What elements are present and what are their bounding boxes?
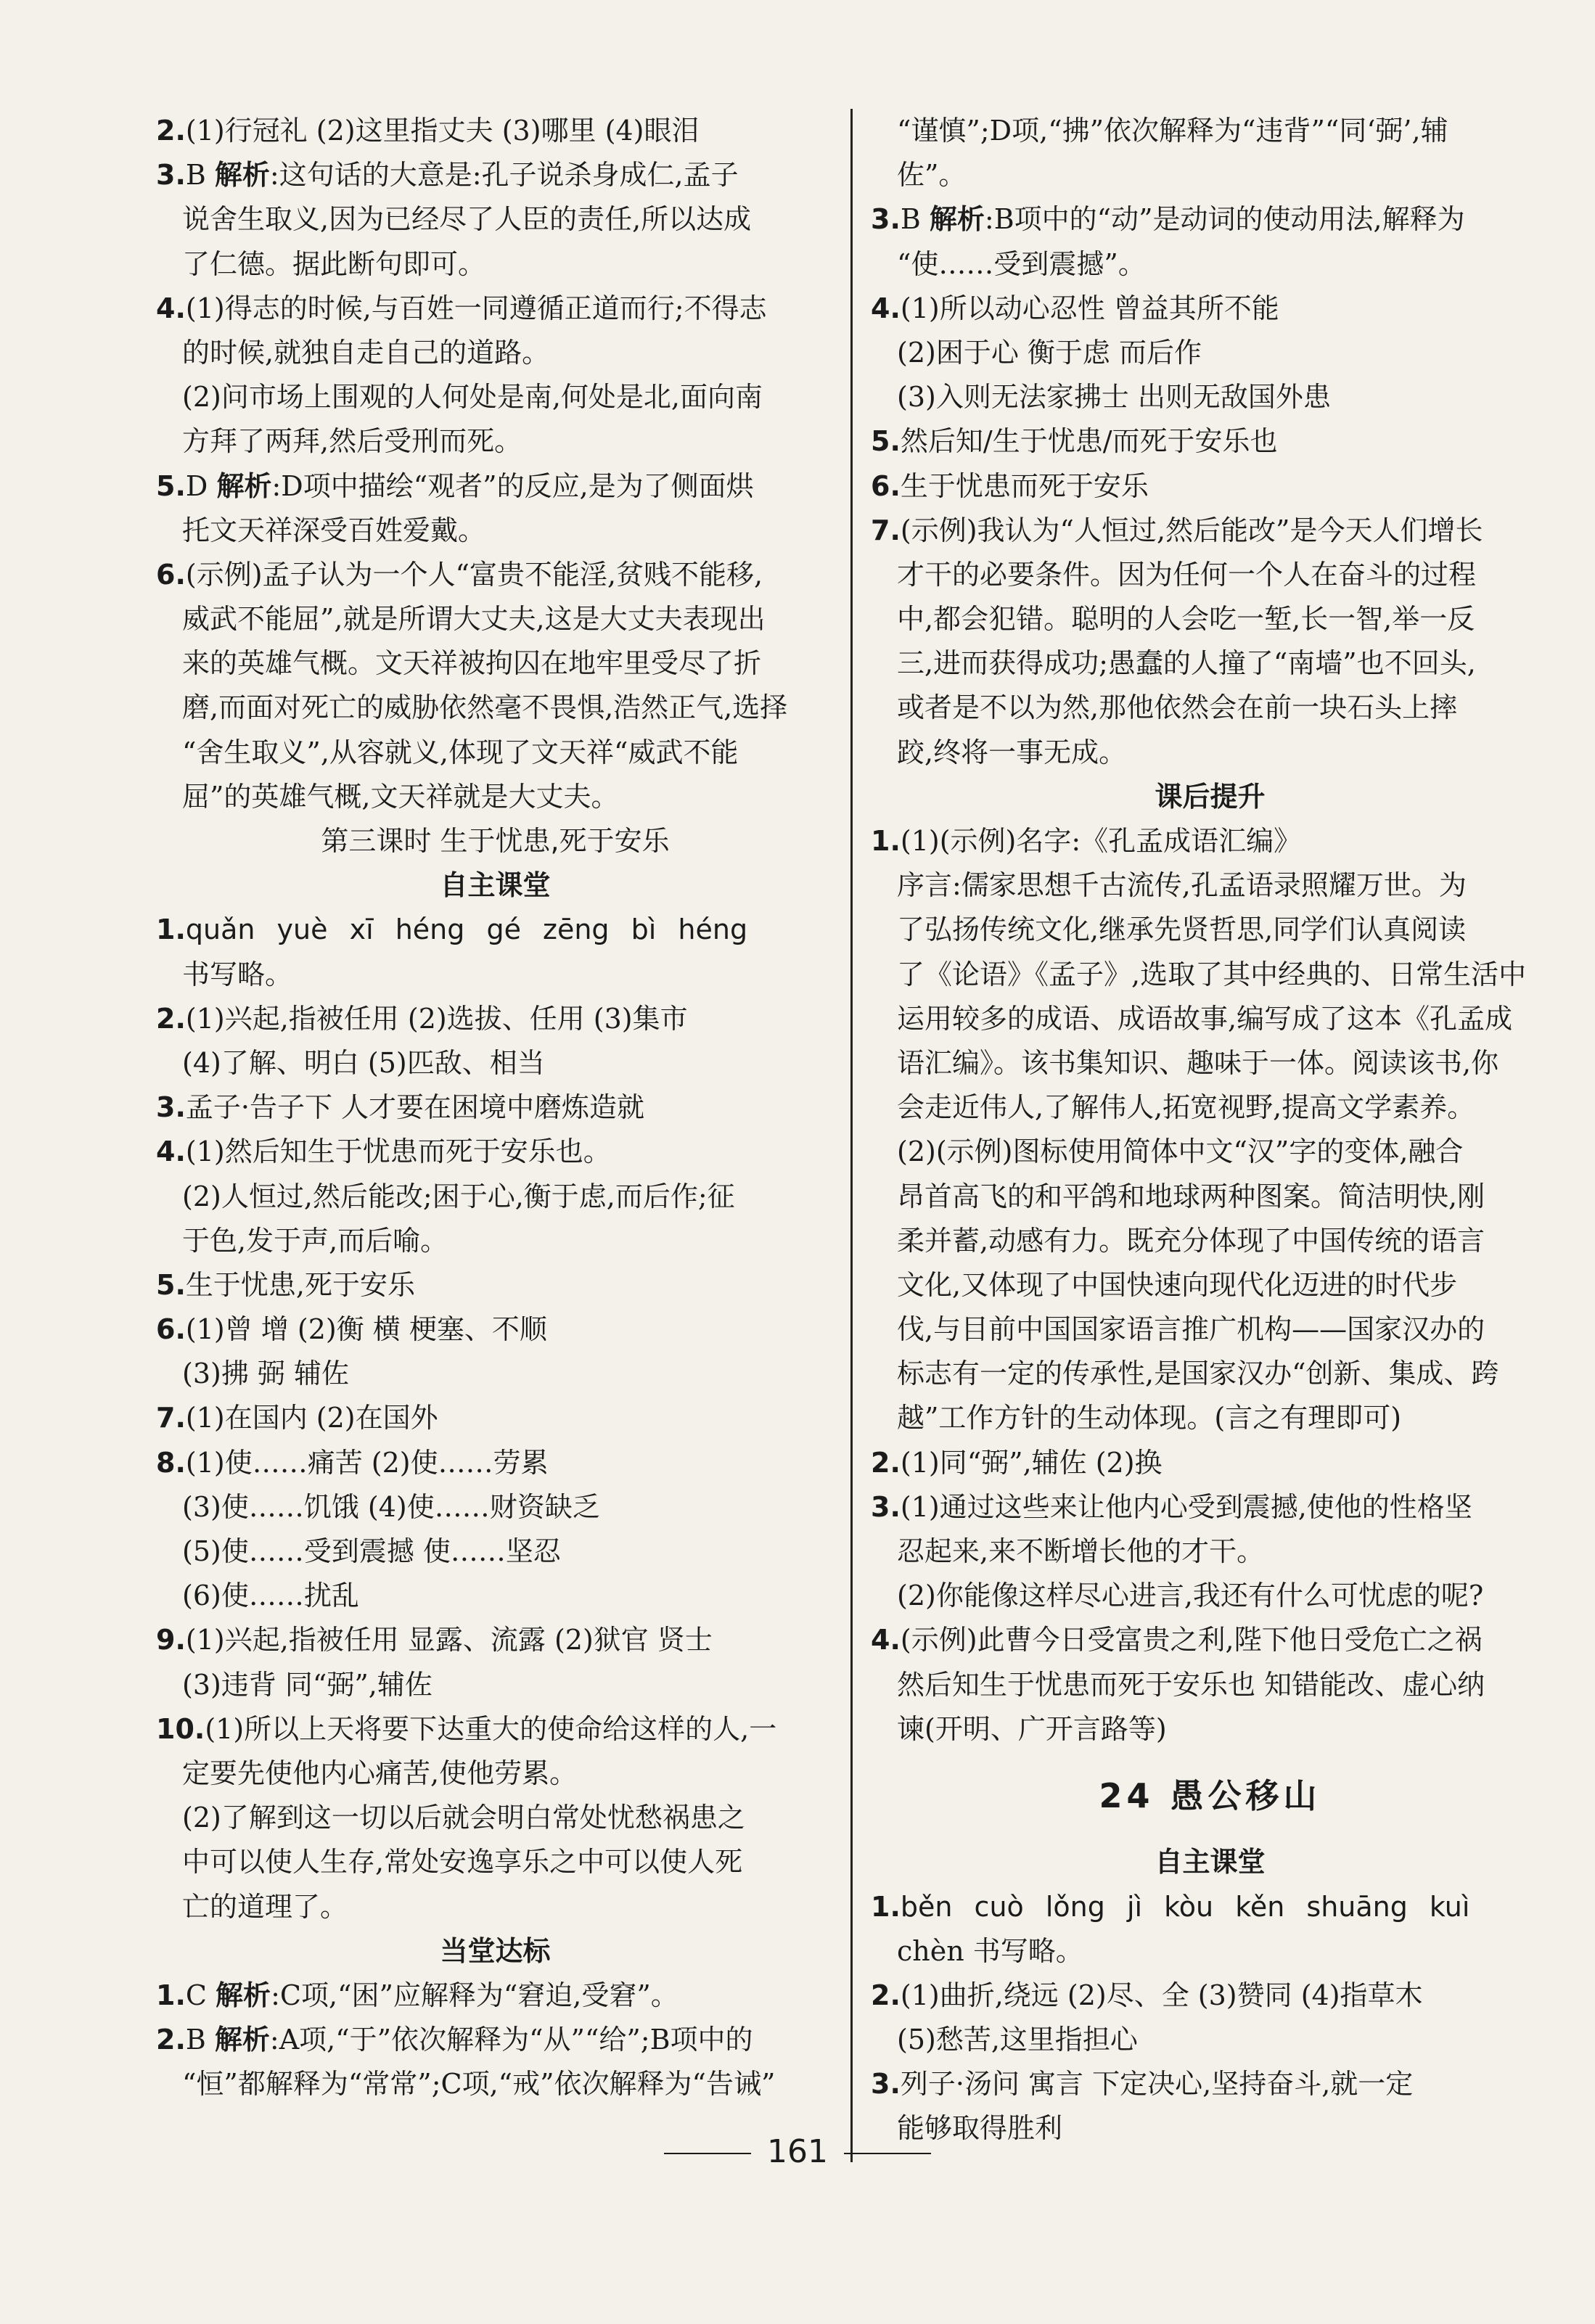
answer-text: (3)违背 同“弼”,辅佐 (182, 1668, 432, 1701)
answer-text: “恒”都解释为“常常”;C项,“戒”依次解释为“告诫” (182, 2068, 776, 2101)
question-number: 4. (871, 1624, 901, 1656)
answer-continuation-line (871, 1352, 1549, 1396)
answer-item (871, 1441, 1549, 1485)
answer-text: 中可以使人生存,常处安逸享乐之中可以使人死 (182, 1846, 743, 1879)
answer-text: (5)使……受到震撼 使……坚忍 (182, 1535, 561, 1567)
question-number: 2. (871, 1979, 901, 2011)
answer-item (871, 197, 1549, 242)
answer-text: (示例)孟子认为一个人“富贵不能淫,贫贱不能移, (185, 558, 763, 591)
answer-continuation-line (156, 1885, 835, 1929)
answer-choice: D (185, 469, 217, 502)
answer-continuation-line (156, 1352, 835, 1396)
answer-text: (2)(示例)图标使用简体中文“汉”字的变体,融合 (897, 1136, 1464, 1168)
answer-continuation-line (871, 553, 1549, 597)
answer-continuation-line (871, 1263, 1549, 1307)
answer-text: (3)入则无法家拂士 出则无敌国外患 (897, 381, 1331, 414)
question-number: 10. (156, 1712, 205, 1745)
answer-continuation-line (156, 1840, 835, 1884)
answer-item (156, 109, 835, 153)
answer-continuation-line (156, 419, 835, 464)
answer-item (156, 287, 835, 331)
answer-continuation-line (156, 731, 835, 775)
analysis-label: 解析 (929, 203, 985, 236)
question-number: 9. (156, 1624, 186, 1656)
answer-item (156, 1130, 835, 1174)
answer-text: 来的英雄气概。文天祥被拘囚在地牢里受尽了折 (182, 647, 762, 680)
answer-text: 生于忧患而死于安乐 (900, 469, 1149, 502)
answer-text: 能够取得胜利 (897, 2112, 1063, 2145)
answer-text: (1)曾 增 (2)衡 横 梗塞、不顺 (185, 1313, 547, 1346)
column-divider (850, 109, 853, 2162)
answer-item (871, 819, 1549, 863)
answer-text: (1)(示例)名字:《孔孟成语汇编》 (900, 825, 1302, 857)
answer-item (871, 1974, 1549, 2018)
answer-continuation-line (156, 1663, 835, 1707)
answer-continuation-line (871, 1085, 1549, 1130)
answer-text: (3)使……饥饿 (4)使……财资缺乏 (182, 1490, 600, 1523)
question-number: 4. (156, 292, 186, 324)
answer-continuation-line (871, 641, 1549, 686)
answer-continuation-line (871, 153, 1549, 197)
answer-text: 磨,而面对死亡的威胁依然毫不畏惧,浩然正气,选择 (182, 691, 788, 724)
answer-text: (示例)此曹今日受富贵之利,陛下他日受危亡之祸 (900, 1624, 1483, 1656)
answer-text: 了《论语》《孟子》,选取了其中经典的、日常生活中 (897, 958, 1527, 990)
answer-text: 生于忧患,死于安乐 (185, 1268, 415, 1301)
answer-continuation-line (871, 1041, 1549, 1085)
question-number: 5. (871, 425, 901, 458)
answer-item (156, 153, 835, 197)
question-number: 3. (871, 2068, 901, 2101)
answer-text: 语汇编》。该书集知识、趣味于一体。阅读该书,你 (897, 1046, 1499, 1079)
answer-text: 中,都会犯错。聪明的人会吃一堑,长一智,举一反 (897, 603, 1475, 636)
answer-continuation-line (156, 197, 835, 242)
answer-item (156, 1263, 835, 1307)
answer-continuation-line (871, 375, 1549, 419)
answer-text: 的时候,就独自走自己的道路。 (182, 336, 550, 369)
answer-text: 谏(开明、广开言路等) (897, 1712, 1167, 1745)
answer-text: (5)愁苦,这里指担心 (897, 2024, 1138, 2056)
question-number: 4. (156, 1136, 186, 1168)
answer-text: 于色,发于声,而后喻。 (182, 1224, 448, 1257)
answer-item (156, 1396, 835, 1440)
answer-item (871, 1618, 1549, 1662)
answer-continuation-line (156, 1752, 835, 1796)
answer-text: (1)通过这些来让他内心受到震撼,使他的性格坚 (900, 1490, 1472, 1523)
question-number: 6. (156, 1313, 186, 1346)
question-number: 2. (156, 1002, 186, 1035)
answer-text: chèn 书写略。 (897, 1934, 1083, 1967)
answer-text: 方拜了两拜,然后受刑而死。 (182, 425, 522, 458)
pinyin-answer: quǎn yuè xī héng gé zēng bì héng (185, 913, 748, 946)
answer-item (156, 553, 835, 597)
answer-text: 柔并蓄,动感有力。既充分体现了中国传统的语言 (897, 1224, 1485, 1257)
answer-text: :D项中描绘“观者”的反应,是为了侧面烘 (271, 469, 754, 502)
answer-text: (1)然后知生于忧患而死于安乐也。 (185, 1136, 611, 1168)
answer-continuation-line (871, 863, 1549, 908)
answer-text: 屈”的英雄气概,文天祥就是大丈夫。 (182, 780, 619, 813)
answer-continuation-line (156, 686, 835, 730)
question-number: 3. (156, 1091, 186, 1124)
answer-text: (1)所以上天将要下达重大的使命给这样的人,一 (205, 1712, 777, 1745)
answer-continuation-line (871, 1175, 1549, 1219)
answer-text: 序言:儒家思想千古流传,孔孟语录照耀万世。为 (897, 869, 1467, 902)
answer-continuation-line (156, 953, 835, 997)
answer-continuation-line (156, 1530, 835, 1574)
footer-rule-right (844, 2153, 931, 2154)
question-number: 2. (156, 2024, 186, 2056)
answer-text: 伐,与目前中国国家语言推广机构——国家汉办的 (897, 1313, 1485, 1346)
left-column (156, 109, 835, 2106)
answer-text: (6)使……扰乱 (182, 1580, 359, 1612)
answer-continuation-line (871, 908, 1549, 952)
question-number: 6. (156, 558, 186, 591)
answer-text: :B项中的“动”是动词的使动用法,解释为 (984, 203, 1465, 236)
section-heading: 课后提升 (1155, 780, 1266, 813)
question-number: 3. (156, 159, 186, 192)
answer-text: (1)曲折,绕远 (2)尽、全 (3)赞同 (4)指草木 (900, 1979, 1423, 2011)
answer-continuation-line (871, 686, 1549, 730)
answer-text: 才干的必要条件。因为任何一个人在奋斗的过程 (897, 558, 1477, 591)
answer-continuation-line (871, 2018, 1549, 2062)
answer-text: (4)了解、明白 (5)匹敌、相当 (182, 1046, 545, 1079)
answer-choice: B (900, 203, 930, 236)
page-number-footer (0, 2133, 1595, 2170)
question-number: 1. (156, 1979, 186, 2011)
question-number: 7. (156, 1402, 186, 1434)
answer-continuation-line (871, 242, 1549, 287)
answer-continuation-line (156, 1796, 835, 1840)
question-number: 2. (156, 115, 186, 147)
answer-text: 三,进而获得成功;愚蠢的人撞了“南墙”也不回头, (897, 647, 1476, 680)
answer-continuation-line (871, 1219, 1549, 1263)
question-number: 1. (156, 913, 186, 946)
question-number: 1. (871, 825, 901, 857)
answer-text: 了仁德。据此断句即可。 (182, 247, 486, 280)
answer-text: 说舍生取义,因为已经尽了人臣的责任,所以达成 (182, 203, 752, 236)
answer-item (871, 2062, 1549, 2106)
answer-choice: B (185, 2024, 215, 2056)
answer-text: (1)同“弼”,辅佐 (2)换 (900, 1446, 1163, 1479)
answer-text: :C项,“困”应解释为“窘迫,受窘”。 (271, 1979, 678, 2011)
answer-item (156, 1974, 835, 2018)
answer-continuation-line (871, 331, 1549, 375)
answer-text: 托文天祥深受百姓爱戴。 (182, 514, 486, 546)
answer-text: 越”工作方针的生动体现。(言之有理即可) (897, 1402, 1402, 1434)
answer-text: 或者是不以为然,那他依然会在前一块石头上摔 (897, 691, 1458, 724)
answer-continuation-line (156, 242, 835, 287)
answer-text: 列子·汤问 寓言 下定决心,坚持奋斗,就一定 (900, 2068, 1414, 2101)
lesson-title: 24 愚公移山 (1099, 1775, 1321, 1815)
answer-item (156, 1307, 835, 1352)
answer-item (156, 1085, 835, 1130)
answer-item (871, 1485, 1549, 1530)
answer-text: “舍生取义”,从容就义,体现了文天祥“威武不能 (182, 736, 739, 768)
answer-item (871, 1885, 1549, 1929)
answer-item (871, 419, 1549, 464)
answer-text: 运用较多的成语、成语故事,编写成了这本《孔孟成 (897, 1002, 1513, 1035)
answer-text: (3)拂 弼 辅佐 (182, 1358, 349, 1390)
answer-continuation-line (156, 641, 835, 686)
page-number: 161 (767, 2133, 828, 2170)
analysis-label: 解析 (214, 2024, 270, 2056)
question-number: 6. (871, 469, 901, 502)
answer-item (156, 908, 835, 952)
question-number: 5. (156, 1268, 186, 1301)
answer-text: “使……受到震撼”。 (897, 247, 1146, 280)
footer-rule-left (664, 2153, 751, 2154)
answer-text: 忍起来,来不断增长他的才干。 (897, 1535, 1265, 1567)
answer-continuation-line (156, 597, 835, 641)
question-number: 5. (156, 469, 186, 502)
section-heading: 自主课堂 (1155, 1846, 1266, 1879)
question-number: 2. (871, 1446, 901, 1479)
answer-text: 孟子·告子下 人才要在困境中磨炼造就 (185, 1091, 645, 1124)
answer-choice: B (185, 159, 215, 192)
answer-continuation-line (871, 997, 1549, 1041)
answer-continuation-line (871, 597, 1549, 641)
answer-continuation-line (871, 1929, 1549, 1974)
answer-continuation-line (156, 775, 835, 819)
analysis-label: 解析 (214, 159, 270, 192)
answer-text: (2)问市场上围观的人何处是南,何处是北,面向南 (182, 381, 763, 414)
answer-continuation-line (156, 331, 835, 375)
answer-text: “谨慎”;D项,“拂”依次解释为“违背”“同‘弼’,辅 (897, 115, 1448, 147)
answer-item (156, 1618, 835, 1662)
question-number: 1. (871, 1890, 901, 1923)
answer-text: 标志有一定的传承性,是国家汉办“创新、集成、跨 (897, 1358, 1499, 1390)
question-number: 3. (871, 203, 901, 236)
answer-continuation-line (156, 2062, 835, 2106)
answer-continuation-line (871, 1130, 1549, 1174)
answer-continuation-line (871, 731, 1549, 775)
answer-text: 跤,终将一事无成。 (897, 736, 1127, 768)
answer-text: 文化,又体现了中国快速向现代化迈进的时代步 (897, 1268, 1458, 1301)
answer-continuation-line (156, 1574, 835, 1618)
answer-text: (示例)我认为“人恒过,然后能改”是今天人们增长 (900, 514, 1483, 546)
answer-text: (2)困于心 衡于虑 而后作 (897, 336, 1202, 369)
answer-continuation-line (156, 1041, 835, 1085)
answer-text: 然后知生于忧患而死于安乐也 知错能改、虚心纳 (897, 1668, 1485, 1701)
answer-continuation-line (871, 953, 1549, 997)
answer-item (871, 287, 1549, 331)
right-column (871, 109, 1549, 2151)
answer-text: (1)在国内 (2)在国外 (185, 1402, 438, 1434)
answer-continuation-line (871, 1396, 1549, 1440)
answer-item (156, 1707, 835, 1752)
answer-text: :A项,“于”依次解释为“从”“给”;B项中的 (269, 2024, 753, 2056)
answer-text: (1)兴起,指被任用 显露、流露 (2)狱官 贤士 (185, 1624, 713, 1656)
analysis-label: 解析 (216, 1979, 271, 2011)
answer-item (871, 464, 1549, 509)
question-number: 4. (871, 292, 901, 324)
question-number: 8. (156, 1446, 186, 1479)
question-number: 3. (871, 1490, 901, 1523)
answer-text: :这句话的大意是:孔子说杀身成仁,孟子 (269, 159, 739, 192)
answer-continuation-line (871, 1663, 1549, 1707)
answer-text: 书写略。 (182, 958, 293, 990)
answer-text: (1)得志的时候,与百姓一同遵循正道而行;不得志 (185, 292, 767, 324)
answer-text: (2)你能像这样尽心进言,我还有什么可忧虑的呢? (897, 1580, 1484, 1612)
answer-text: 昂首高飞的和平鸽和地球两种图案。简洁明快,刚 (897, 1180, 1485, 1212)
answer-text: 会走近伟人,了解伟人,拓宽视野,提高文学素养。 (897, 1091, 1475, 1124)
section-heading: 自主课堂 (440, 869, 551, 902)
answer-text: (1)使……痛苦 (2)使……劳累 (185, 1446, 549, 1479)
answer-continuation-line (871, 1307, 1549, 1352)
answer-text: 亡的道理了。 (182, 1890, 348, 1923)
analysis-label: 解析 (216, 469, 272, 502)
answer-item (156, 1441, 835, 1485)
answer-continuation-line (156, 1175, 835, 1219)
answer-text: (2)人恒过,然后能改;困于心,衡于虑,而后作;征 (182, 1180, 735, 1212)
answer-text: 定要先使他内心痛苦,使他劳累。 (182, 1757, 578, 1789)
answer-continuation-line (156, 509, 835, 553)
pinyin-answer: běn cuò lǒng jì kòu kěn shuāng kuì (900, 1890, 1470, 1923)
answer-continuation-line (156, 375, 835, 419)
answer-continuation-line (156, 1485, 835, 1530)
answer-text: 然后知/生于忧患/而死于安乐也 (900, 425, 1278, 458)
answer-text: 佐”。 (897, 159, 967, 192)
answer-text: (1)所以动心忍性 曾益其所不能 (900, 292, 1279, 324)
answer-choice: C (185, 1979, 216, 2011)
answer-item (156, 2018, 835, 2062)
answer-text: 了弘扬传统文化,继承先贤哲思,同学们认真阅读 (897, 913, 1467, 946)
answer-item (156, 464, 835, 509)
answer-continuation-line (156, 1219, 835, 1263)
answer-text: (1)行冠礼 (2)这里指丈夫 (3)哪里 (4)眼泪 (185, 115, 700, 147)
answer-continuation-line (871, 1574, 1549, 1618)
answer-text: (2)了解到这一切以后就会明白常处忧愁祸患之 (182, 1802, 745, 1834)
answer-item (156, 997, 835, 1041)
answer-text: 威武不能屈”,就是所谓大丈夫,这是大丈夫表现出 (182, 603, 766, 636)
answer-text: (1)兴起,指被任用 (2)选拔、任用 (3)集市 (185, 1002, 688, 1035)
answer-continuation-line (871, 1530, 1549, 1574)
section-heading: 第三课时 生于忧患,死于安乐 (321, 825, 670, 857)
answer-continuation-line (871, 109, 1549, 153)
section-heading: 当堂达标 (440, 1934, 551, 1967)
question-number: 7. (871, 514, 901, 546)
answer-continuation-line (871, 1707, 1549, 1752)
answer-item (871, 509, 1549, 553)
